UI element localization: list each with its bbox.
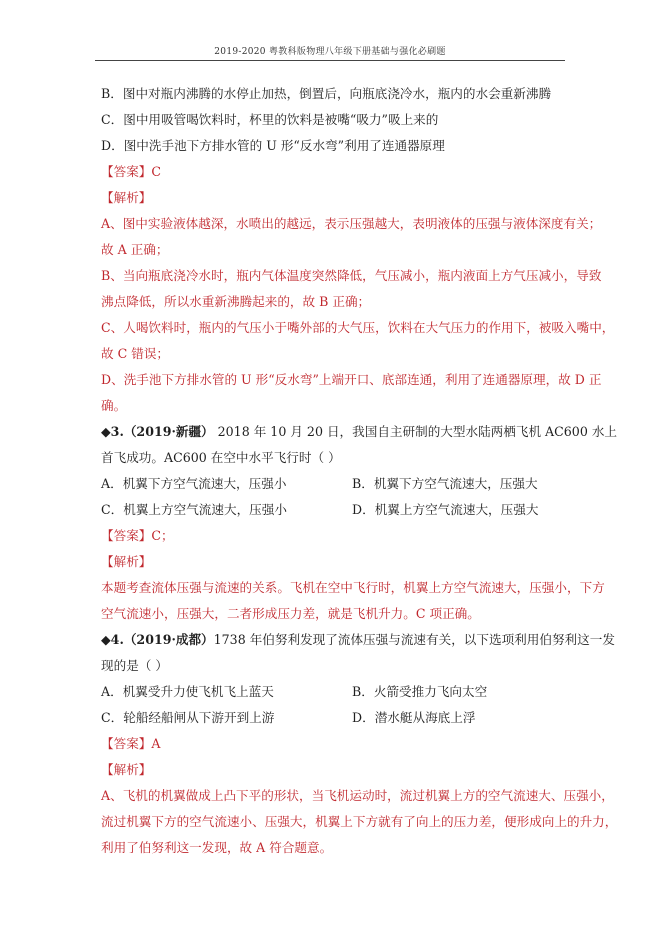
q2-analysis-line: 确。: [101, 398, 127, 413]
q3-analysis-line: 本题考查流体压强与流速的关系。飞机在空中飞行时，机翼上方空气流速大，压强小，下方: [101, 580, 605, 595]
q4-analysis-line: 流过机翼下方的空气流速小、压强大，机翼上下方就有了向上的压力差，便形成向上的升力，: [101, 814, 618, 829]
q4-analysis-line: 利用了伯努利这一发现，故 A 符合题意。: [101, 840, 333, 855]
header-rule: [95, 60, 565, 61]
q2-option-d: D．图中洗手池下方排水管的 U 形“反水弯”利用了连通器原理: [101, 138, 445, 153]
q3-answer: 【答案】C；: [101, 528, 174, 543]
q4-stem: [101, 631, 615, 649]
q2-option-c: C．图中用吸管喝饮料时，杯里的饮料是被嘴“吸力”吸上来的: [101, 112, 439, 127]
q3-option-a: A．机翼下方空气流速大，压强小: [101, 476, 287, 491]
q3-option-b: B．机翼下方空气流速大，压强大: [352, 476, 538, 491]
q4-answer: 【答案】A: [101, 736, 161, 751]
q2-analysis-line: C、人喝饮料时，瓶内的气压小于嘴外部的大气压，饮料在大气压力的作用下，被吸入嘴中，: [101, 320, 615, 335]
q2-analysis-line: B、当向瓶底浇冷水时，瓶内气体温度突然降低，气压减小，瓶内液面上方气压减小，导致: [101, 268, 602, 283]
q3-analysis-label: 【解析】: [101, 554, 152, 569]
q2-analysis-line: 故 A 正确；: [101, 242, 169, 257]
q4-stem-line2: 现的是（ ）: [101, 658, 168, 673]
q2-analysis-label: 【解析】: [101, 190, 152, 205]
q3-stem: [101, 423, 617, 441]
q4-analysis-line: A、飞机的机翼做成上凸下平的形状，当飞机运动时，流过机翼上方的空气流速大、压强小，: [101, 788, 614, 803]
q2-analysis-line: 故 C 错误；: [101, 346, 170, 361]
q4-number: ◆4.（2019·成都）: [101, 632, 214, 647]
q3-stem-text: 2018 年 10 月 20 日，我国自主研制的大型水陆两栖飞机 AC600 水上: [213, 424, 618, 439]
q4-option-c: C．轮船经船闸从下游开到上游: [101, 710, 275, 725]
q2-analysis-line: D、洗手池下方排水管的 U 形“反水弯”上端开口、底部连通，利用了连通器原理，故 D 正: [101, 372, 602, 387]
q3-option-d: D．机翼上方空气流速大，压强大: [352, 502, 539, 517]
q4-option-d: D．潜水艇从海底上浮: [352, 710, 476, 725]
q3-analysis-line: 空气流速小，压强大，二者形成压力差，就是飞机升力。C 项正确。: [101, 606, 480, 621]
q3-stem-line2: 首飞成功。AC600 在空中水平飞行时（ ）: [101, 450, 341, 465]
page-header: 2019-2020 粤教科版物理八年级下册基础与强化必刷题: [214, 47, 446, 57]
q2-analysis-line: A、图中实验液体越深，水喷出的越远，表示压强越大，表明液体的压强与液体深度有关；: [101, 216, 602, 231]
q3-option-c: C．机翼上方空气流速大，压强小: [101, 502, 287, 517]
q2-answer: 【答案】C: [101, 164, 162, 179]
q4-option-b: B．火箭受推力飞向太空: [352, 684, 488, 699]
q2-analysis-line: 沸点降低，所以水重新沸腾起来的，故 B 正确；: [101, 294, 371, 309]
q4-analysis-label: 【解析】: [101, 762, 152, 777]
q3-number: ◆3.（2019·新疆）: [101, 424, 214, 439]
q4-option-a: A．机翼受升力使飞机飞上蓝天: [101, 684, 274, 699]
q4-stem-text: 1738 年伯努利发现了流体压强与流速有关，以下选项利用伯努利这一发: [213, 632, 615, 647]
q2-option-b: B．图中对瓶内沸腾的水停止加热，倒置后，向瓶底浇冷水，瓶内的水会重新沸腾: [101, 86, 552, 101]
